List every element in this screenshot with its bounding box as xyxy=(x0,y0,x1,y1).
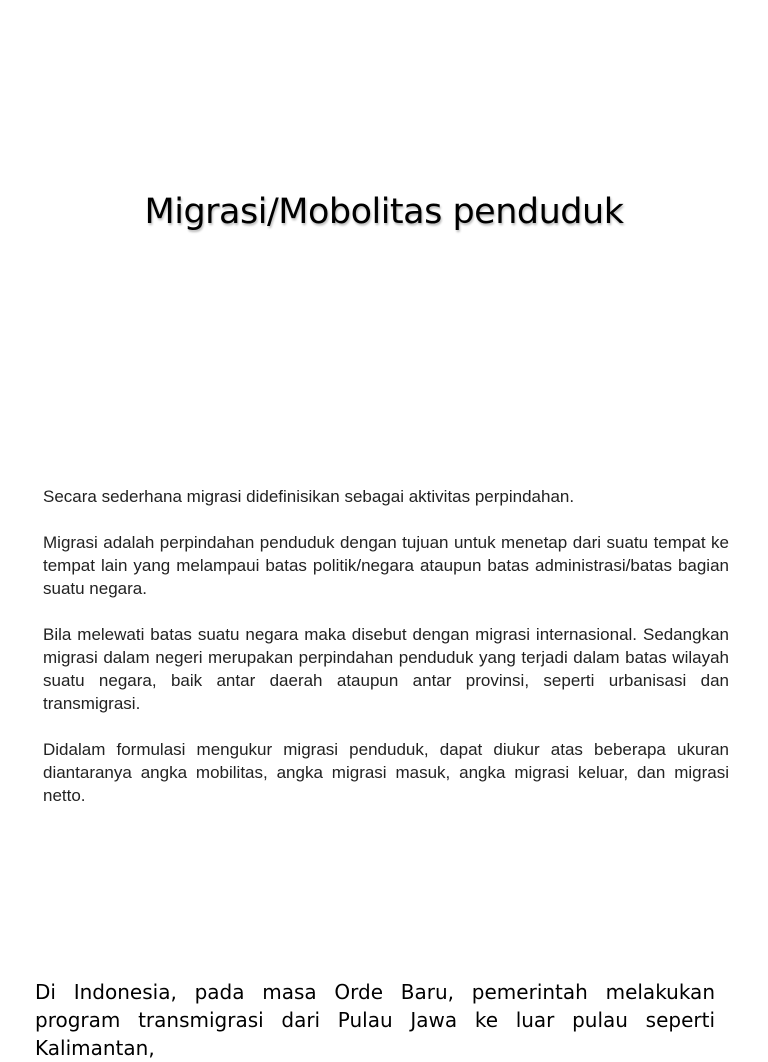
paragraph-migration-meaning: Migrasi adalah perpindahan penduduk dengan tujuan untuk menetap dari suatu tempat ke tempat lain yang melampaui batas politik/negara ataupun batas administrasi/batas bagian suatu negara. xyxy=(43,533,729,598)
next-slide-text: Di Indonesia, pada masa Orde Baru, pemerintah melakukan program transmigrasi dari Pulau Jawa ke luar pulau seperti Kalimantan, xyxy=(35,980,715,1060)
paragraph-migration-measurement: Didalam formulasi mengukur migrasi penduduk, dapat diukur atas beberapa ukuran diantaranya angka mobilitas, angka migrasi masuk, angka migrasi keluar, dan migrasi netto. xyxy=(43,740,729,805)
slide-body xyxy=(43,485,729,830)
slide-title: Migrasi/Mobolitas penduduk xyxy=(144,192,624,232)
paragraph-definition: Secara sederhana migrasi didefinisikan sebagai aktivitas perpindahan. xyxy=(43,487,575,506)
paragraph-migration-types: Bila melewati batas suatu negara maka disebut dengan migrasi internasional. Sedangkan migrasi dalam negeri merupakan perpindahan penduduk yang terjadi dalam batas wilayah suatu negara, baik antar daerah ataupun antar provinsi, seperti urbanisasi dan transmigrasi. xyxy=(43,625,729,713)
